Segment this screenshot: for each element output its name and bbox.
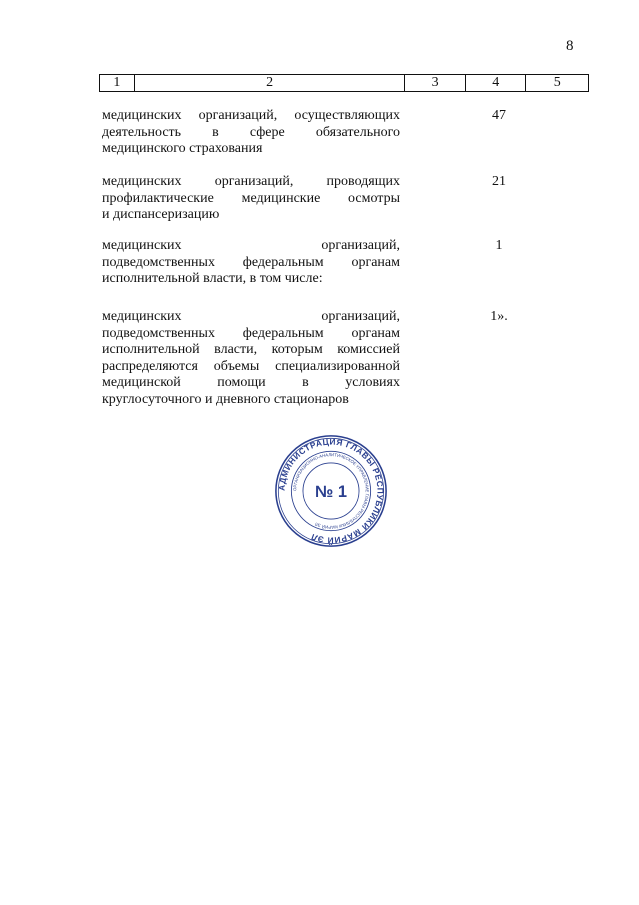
row-description xyxy=(102,174,400,224)
row-line: исполнительной власти, в том числе: xyxy=(102,271,323,286)
row-value: 47 xyxy=(492,108,506,123)
row-line: медицинских организаций, осуществляющих xyxy=(102,108,400,123)
row-line: исполнительной власти, которым комиссией xyxy=(102,342,400,357)
row-line: медицинских организаций, проводящих xyxy=(102,174,400,189)
row-line: деятельность в сфере обязательного xyxy=(102,124,400,140)
row-value: 1». xyxy=(490,309,508,324)
row-line: подведомственных федеральным органам xyxy=(102,254,400,270)
row-line: профилактические медицинские осмотры xyxy=(102,190,400,206)
column-header-3: 3 xyxy=(405,75,466,92)
row-line: медицинского страхования xyxy=(102,141,263,156)
row-line: медицинской помощи в условиях xyxy=(102,375,400,390)
column-header-table xyxy=(99,74,589,92)
row-line: медицинских организаций, xyxy=(102,238,400,253)
official-seal-icon xyxy=(273,433,389,549)
row-line: и диспансеризацию xyxy=(102,207,220,222)
column-header-2: 2 xyxy=(134,75,405,92)
column-header-4: 4 xyxy=(465,75,526,92)
row-line: медицинских организаций, xyxy=(102,309,400,324)
seal-center-number: № 1 xyxy=(314,482,348,501)
row-line: круглосуточного и дневного стационаров xyxy=(102,391,349,407)
row-description xyxy=(102,108,400,158)
row-line: распределяются объемы специализированной xyxy=(102,358,400,374)
row-description xyxy=(102,238,400,288)
row-line: подведомственных федеральным органам xyxy=(102,325,400,341)
row-value: 1 xyxy=(495,238,503,253)
row-description xyxy=(102,309,400,408)
seal-inner-text: ОРГАНИЗАЦИОННО-АНАЛИТИЧЕСКОЕ УПРАВЛЕНИЕ ГЛАВЫ РЕСПУБЛИКИ МАРИЙ ЭЛ xyxy=(292,452,370,530)
seal-outer-text: АДМИНИСТРАЦИЯ ГЛАВЫ РЕСПУБЛИКИ МАРИЙ ЭЛ xyxy=(276,436,386,546)
page-number: 8 xyxy=(566,38,574,54)
column-header-1: 1 xyxy=(100,75,135,92)
row-value: 21 xyxy=(492,174,506,189)
column-header-5: 5 xyxy=(526,75,589,92)
